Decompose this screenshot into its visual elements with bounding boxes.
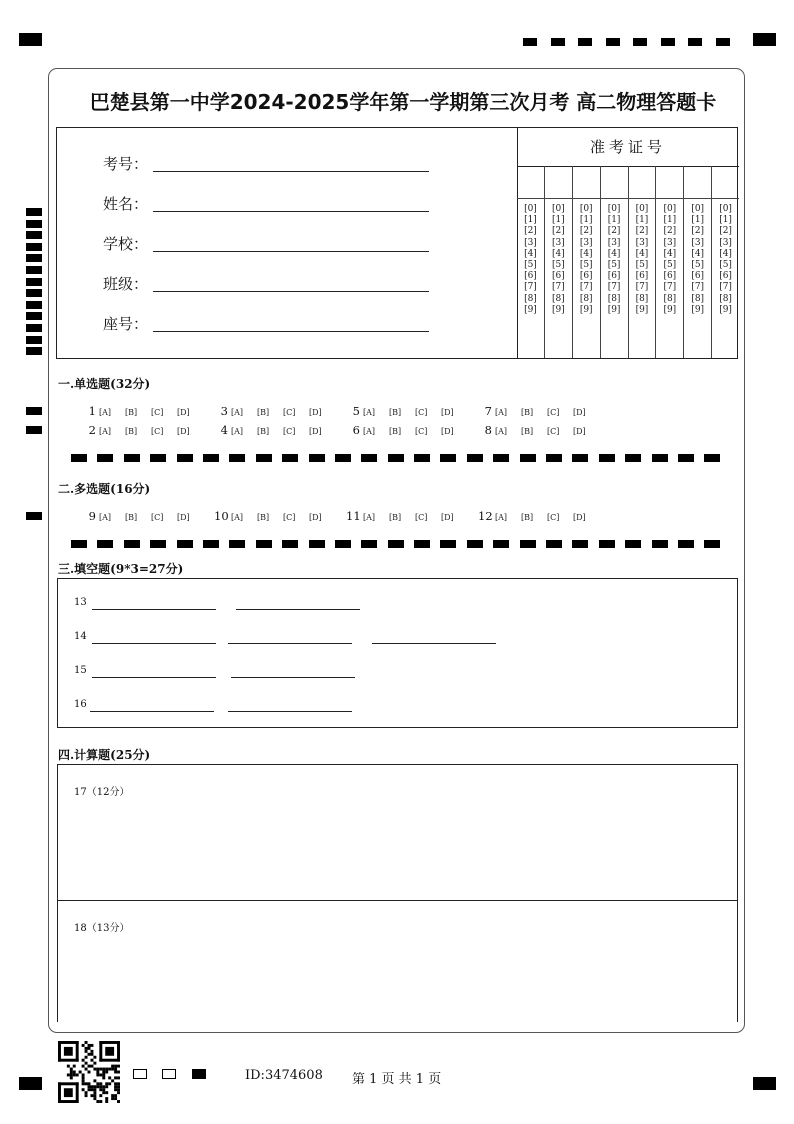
exam-number-label: 考号： [103,155,149,173]
option-bubble[interactable]: [B] [125,408,138,417]
id-digit-bubble[interactable]: [4] [607,248,621,259]
admission-id-column [629,166,657,358]
id-digit-bubble[interactable]: [7] [691,282,705,293]
timing-mark [26,347,42,355]
separator-mark [414,454,430,462]
id-digit-bubble[interactable]: [4] [524,248,537,259]
timing-mark [578,38,592,46]
option-bubble[interactable]: [B] [257,513,270,522]
id-digit-bubble[interactable]: [8] [635,293,649,304]
separator-mark [97,454,113,462]
id-digit-bubble[interactable]: [0] [719,204,732,214]
option-bubble[interactable]: [D] [177,408,190,417]
question-number: 2 [88,423,96,437]
separator-mark [520,540,536,548]
option-bubble[interactable]: [C] [547,408,560,417]
exam-number-field[interactable] [103,153,148,174]
student-fields [57,128,518,358]
id-digit-bubble[interactable]: [9] [691,304,705,315]
admission-id-column [712,166,739,358]
separator-mark [150,454,166,462]
footer-square-mark [133,1069,147,1079]
id-digit-bubble[interactable]: [9] [579,304,593,315]
option-bubble[interactable]: [A] [231,427,244,436]
id-digit-bubble[interactable]: [7] [663,282,677,293]
fill-blank-line[interactable] [90,711,214,712]
option-bubble[interactable]: [D] [441,408,454,417]
option-bubble[interactable]: [B] [521,513,534,522]
id-digit-bubble[interactable]: [2] [551,226,565,237]
choice-question [214,509,346,523]
choice-question [214,423,346,437]
fill-blank-line[interactable] [228,711,352,712]
id-digit-bubble[interactable]: [8] [663,293,677,304]
question-number: 12 [478,509,493,523]
separator-mark [546,454,562,462]
option-bubble[interactable]: [D] [573,513,586,522]
id-digit-bubble[interactable]: [6] [551,271,565,282]
separator-mark [652,540,668,548]
class-label: 班级： [103,275,149,293]
question-number: 11 [346,509,361,523]
separator-mark [704,454,720,462]
id-digit-bubble[interactable]: [0] [524,204,537,214]
id-digit-bubble[interactable]: [5] [635,260,649,271]
class-field[interactable] [103,273,148,294]
id-digit-bubble[interactable]: [4] [635,248,649,259]
option-bubble[interactable]: [B] [389,427,402,436]
id-digit-bubble[interactable]: [1] [635,215,649,226]
separator-mark [309,454,325,462]
id-digit-bubble[interactable]: [6] [579,271,593,282]
id-digit-bubble[interactable]: [9] [607,304,621,315]
option-bubble[interactable]: [C] [283,513,296,522]
separator-mark [256,454,272,462]
option-bubble[interactable]: [D] [441,427,454,436]
timing-mark [661,38,675,46]
id-digit-bubble[interactable]: [0] [579,204,593,214]
separator-mark [335,540,351,548]
id-digit-bubble[interactable]: [9] [524,304,537,315]
option-bubble[interactable]: [A] [231,408,244,417]
id-write-cell[interactable] [517,166,544,199]
fill-blank-line[interactable] [92,677,216,678]
choice-question [478,509,610,523]
admission-id-column [684,166,712,358]
id-digit-bubble[interactable]: [7] [551,282,565,293]
option-bubble[interactable]: [A] [495,408,508,417]
id-digit-bubble[interactable]: [1] [663,215,677,226]
option-bubble[interactable]: [D] [573,427,586,436]
admission-id-column [517,166,545,358]
separator-mark [361,454,377,462]
question-number: 10 [214,509,229,523]
fill-question-number: 13 [74,597,87,608]
separator-mark [177,454,193,462]
admission-id-column [656,166,684,358]
id-digit-bubble[interactable]: [2] [719,226,732,237]
separator-mark [177,540,193,548]
timing-mark [716,38,730,46]
id-write-cell[interactable] [545,166,572,199]
school-label: 学校： [103,235,149,253]
id-digit-bubble[interactable]: [6] [635,271,649,282]
calc-question-label: 18（13分） [74,923,130,934]
option-bubble[interactable]: [C] [151,408,164,417]
sheet-id: ID:3474608 [245,1068,323,1083]
student-info-box [56,127,738,359]
separator-mark [678,540,694,548]
id-digit-bubble[interactable]: [4] [691,248,705,259]
id-digit-bubble[interactable]: [6] [719,271,732,282]
id-digit-bubble[interactable]: [8] [524,293,537,304]
section-multi-choice: 二.多选题(16分) [58,482,151,496]
separator-mark [229,540,245,548]
option-bubble[interactable]: [C] [283,427,296,436]
id-digit-bubble[interactable]: [5] [579,260,593,271]
id-digit-bubble[interactable]: [2] [524,226,537,237]
id-digit-bubble[interactable]: [0] [635,204,649,214]
section-calculation: 四.计算题(25分) [58,748,151,762]
option-bubble[interactable]: [C] [415,427,428,436]
separator-mark [546,540,562,548]
separator-mark [493,540,509,548]
id-digit-bubble[interactable]: [2] [579,226,593,237]
timing-mark [551,38,565,46]
option-bubble[interactable]: [B] [389,408,402,417]
option-bubble[interactable]: [A] [99,427,112,436]
id-digit-bubble[interactable]: [1] [607,215,621,226]
option-bubble[interactable]: [C] [547,427,560,436]
choice-question [478,404,610,418]
id-digit-bubble[interactable]: [8] [691,293,705,304]
separator-mark [440,540,456,548]
id-digit-bubble[interactable]: [4] [719,248,732,259]
id-digit-bubble[interactable]: [3] [524,237,537,248]
separator-mark [599,540,615,548]
question-number: 4 [220,423,228,437]
id-digit-bubble[interactable]: [1] [691,215,705,226]
fill-blank-line[interactable] [231,677,355,678]
choice-question [346,404,478,418]
id-digit-bubble[interactable]: [9] [635,304,649,315]
separator-mark [678,454,694,462]
option-bubble[interactable]: [A] [495,513,508,522]
separator-mark [388,540,404,548]
choice-row [82,509,610,523]
id-digit-bubble[interactable]: [0] [663,204,677,214]
separator-marks [71,540,731,548]
choice-question [346,509,478,523]
id-write-cell[interactable] [629,166,656,199]
id-digit-bubble[interactable]: [4] [579,248,593,259]
id-digit-bubble[interactable]: [5] [607,260,621,271]
option-bubble[interactable]: [D] [177,427,190,436]
id-digit-bubble[interactable]: [5] [524,260,537,271]
page-indicator: 第 1 页 共 1 页 [352,1072,442,1087]
separator-mark [256,540,272,548]
separator-mark [493,454,509,462]
separator-mark [388,454,404,462]
option-bubble[interactable]: [D] [441,513,454,522]
option-bubble[interactable]: [C] [547,513,560,522]
timing-mark [26,243,42,251]
id-digit-bubble[interactable]: [0] [607,204,621,214]
id-digit-bubble[interactable]: [9] [719,304,732,315]
row-mark [26,426,42,434]
timing-mark [26,336,42,344]
question-number: 9 [88,509,96,523]
name-field[interactable] [103,193,148,214]
separator-mark [97,540,113,548]
corner-mark-bottom-right [753,1077,776,1090]
separator-mark [71,454,87,462]
timing-mark [26,312,42,320]
timing-mark [26,208,42,216]
admission-id-column [545,166,573,358]
option-bubble[interactable]: [B] [125,513,138,522]
id-digit-bubble[interactable]: [5] [663,260,677,271]
calc-answer-box-17[interactable] [57,764,738,901]
footer-square-mark [162,1069,176,1079]
id-digit-bubble[interactable]: [6] [524,271,537,282]
id-digit-bubble[interactable]: [0] [551,204,565,214]
fill-blank-line[interactable] [228,643,352,644]
choice-question [82,404,214,418]
separator-mark [229,454,245,462]
timing-mark [688,38,702,46]
calc-answer-box-18[interactable] [57,900,738,1022]
separator-mark [203,540,219,548]
id-digit-bubble[interactable]: [2] [607,226,621,237]
option-bubble[interactable]: [C] [283,408,296,417]
fill-blank-line[interactable] [372,643,496,644]
timing-mark [26,254,42,262]
separator-mark [124,540,140,548]
id-digit-bubble[interactable]: [3] [551,237,565,248]
separator-mark [572,540,588,548]
separator-mark [124,454,140,462]
id-digit-bubble[interactable]: [6] [691,271,705,282]
option-bubble[interactable]: [A] [363,408,376,417]
admission-id-column [573,166,601,358]
option-bubble[interactable]: [A] [363,513,376,522]
id-digit-bubble[interactable]: [6] [663,271,677,282]
option-bubble[interactable]: [B] [125,427,138,436]
separator-mark [652,454,668,462]
choice-row [82,423,610,437]
id-digit-bubble[interactable]: [5] [691,260,705,271]
timing-mark [523,38,537,46]
id-digit-bubble[interactable]: [3] [691,237,705,248]
choice-question [82,423,214,437]
option-bubble[interactable]: [A] [363,427,376,436]
question-number: 3 [220,404,228,418]
separator-mark [599,454,615,462]
timing-mark [26,220,42,228]
id-digit-bubble[interactable]: [4] [663,248,677,259]
id-digit-bubble[interactable]: [9] [663,304,677,315]
id-digit-bubble[interactable]: [1] [719,215,732,226]
id-digit-bubble[interactable]: [6] [607,271,621,282]
option-bubble[interactable]: [D] [309,408,322,417]
corner-mark-bottom-left [19,1077,42,1090]
separator-mark [282,454,298,462]
fill-question-number: 15 [74,665,87,676]
seat-label: 座号： [103,315,149,333]
choice-question [478,423,610,437]
option-bubble[interactable]: [A] [99,513,112,522]
id-digit-bubble[interactable]: [2] [663,226,677,237]
option-bubble[interactable]: [D] [309,427,322,436]
question-number: 8 [484,423,492,437]
section-single-choice: 一.单选题(32分) [58,377,151,391]
option-bubble[interactable]: [C] [415,513,428,522]
footer-square-mark [192,1069,206,1079]
id-digit-bubble[interactable]: [5] [551,260,565,271]
id-digit-bubble[interactable]: [5] [719,260,732,271]
id-digit-bubble[interactable]: [7] [607,282,621,293]
name-label: 姓名： [103,195,149,213]
id-digit-bubble[interactable]: [0] [691,204,705,214]
id-digit-bubble[interactable]: [2] [691,226,705,237]
id-digit-bubble[interactable]: [4] [551,248,565,259]
id-digit-bubble[interactable]: [3] [579,237,593,248]
admission-id-title: 准考证号 [517,128,739,167]
option-bubble[interactable]: [B] [389,513,402,522]
separator-mark [467,454,483,462]
fill-blank-line[interactable] [236,609,360,610]
id-digit-bubble[interactable]: [7] [635,282,649,293]
separator-mark [625,454,641,462]
timing-mark [26,324,42,332]
id-digit-bubble[interactable]: [9] [551,304,565,315]
seat-field[interactable] [103,313,148,334]
choice-question [346,423,478,437]
option-bubble[interactable]: [D] [573,408,586,417]
option-bubble[interactable]: [A] [99,408,112,417]
calc-question-label: 17（12分） [74,787,130,798]
option-bubble[interactable]: [B] [521,427,534,436]
id-digit-bubble[interactable]: [3] [607,237,621,248]
separator-marks [71,454,731,462]
fill-blank-line[interactable] [92,643,216,644]
fill-blank-line[interactable] [92,609,216,610]
separator-mark [71,540,87,548]
sheet-title: 巴楚县第一中学2024-2025学年第一学期第三次月考 高二物理答题卡 [89,90,717,114]
timing-mark [633,38,647,46]
separator-mark [467,540,483,548]
option-bubble[interactable]: [B] [257,408,270,417]
option-bubble[interactable]: [B] [521,408,534,417]
separator-mark [309,540,325,548]
option-bubble[interactable]: [A] [495,427,508,436]
separator-mark [150,540,166,548]
admission-id-column [601,166,629,358]
id-write-cell[interactable] [656,166,683,199]
row-mark [26,512,42,520]
id-write-cell[interactable] [601,166,628,199]
id-digit-bubble[interactable]: [3] [663,237,677,248]
corner-mark-top-right [753,33,776,46]
id-digit-bubble[interactable]: [1] [579,215,593,226]
option-bubble[interactable]: [C] [151,513,164,522]
option-bubble[interactable]: [B] [257,427,270,436]
question-number: 1 [88,404,96,418]
option-bubble[interactable]: [A] [231,513,244,522]
fill-blank-box [57,578,738,728]
section-fill-blank: 三.填空题(9*3=27分) [58,562,184,576]
row-mark [26,407,42,415]
separator-mark [572,454,588,462]
question-number: 7 [484,404,492,418]
timing-mark [26,278,42,286]
timing-mark [26,266,42,274]
separator-mark [440,454,456,462]
separator-mark [335,454,351,462]
timing-mark [606,38,620,46]
admission-id-grid [517,166,739,358]
id-digit-bubble[interactable]: [1] [524,215,537,226]
id-digit-bubble[interactable]: [7] [719,282,732,293]
separator-mark [704,540,720,548]
option-bubble[interactable]: [C] [151,427,164,436]
id-digit-bubble[interactable]: [3] [635,237,649,248]
option-bubble[interactable]: [D] [177,513,190,522]
id-digit-bubble[interactable]: [3] [719,237,732,248]
separator-mark [203,454,219,462]
separator-mark [282,540,298,548]
timing-mark [26,231,42,239]
choice-question [214,404,346,418]
id-digit-bubble[interactable]: [1] [551,215,565,226]
id-digit-bubble[interactable]: [2] [635,226,649,237]
option-bubble[interactable]: [C] [415,408,428,417]
option-bubble[interactable]: [D] [309,513,322,522]
separator-mark [361,540,377,548]
school-field[interactable] [103,233,148,254]
id-write-cell[interactable] [712,166,739,199]
qr-code-icon [58,1041,120,1103]
separator-mark [414,540,430,548]
id-digit-bubble[interactable]: [7] [579,282,593,293]
id-digit-bubble[interactable]: [8] [551,293,565,304]
id-digit-bubble[interactable]: [8] [607,293,621,304]
choice-question [82,509,214,523]
choice-row [82,404,610,418]
id-digit-bubble[interactable]: [8] [719,293,732,304]
corner-mark-top-left [19,33,42,46]
id-write-cell[interactable] [573,166,600,199]
timing-mark [26,301,42,309]
admission-id-area [517,128,739,358]
separator-mark [520,454,536,462]
separator-mark [625,540,641,548]
id-write-cell[interactable] [684,166,711,199]
fill-question-number: 16 [74,699,87,710]
id-digit-bubble[interactable]: [8] [579,293,593,304]
question-number: 6 [352,423,360,437]
question-number: 5 [352,404,360,418]
fill-question-number: 14 [74,631,87,642]
timing-mark [26,289,42,297]
id-digit-bubble[interactable]: [7] [524,282,537,293]
